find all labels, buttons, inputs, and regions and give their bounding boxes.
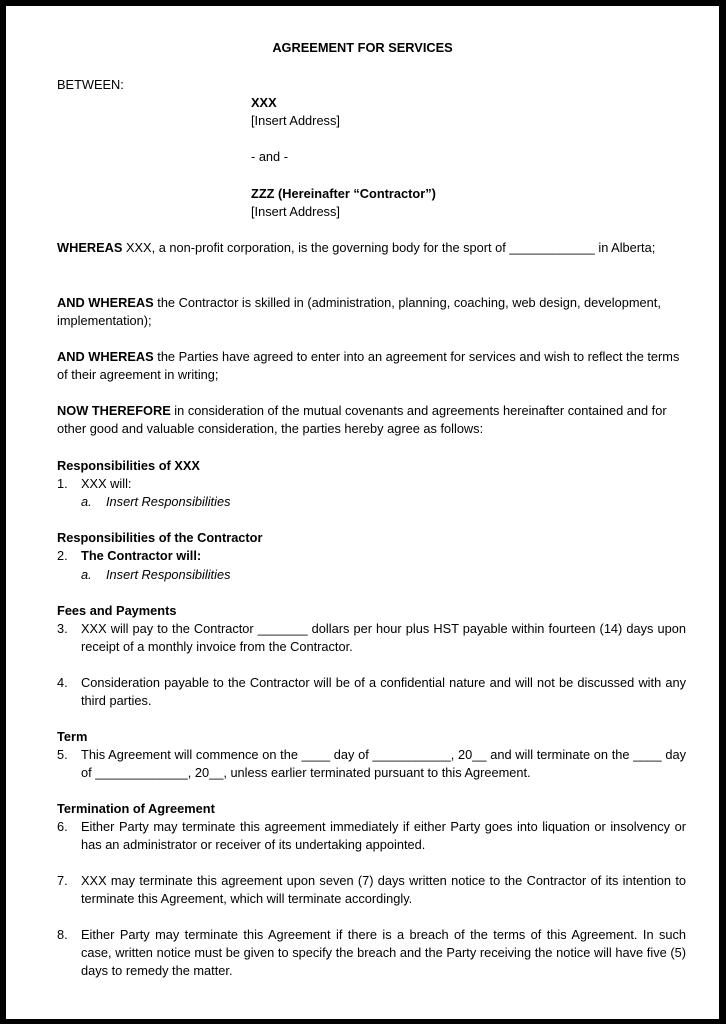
item-text: XXX may terminate this agreement upon seven (7) days written notice to the Contractor of its intention to terminate this Agreement, which will terminate accordingly. [81,873,686,906]
section-heading: Fees and Payments [57,603,177,618]
section-heading: Termination of Agreement [57,801,215,816]
item-text: XXX will: [81,476,132,491]
between-label: BETWEEN: [57,77,124,92]
party2-name: ZZZ (Hereinafter “Contractor”) [251,186,436,201]
recital-text: in consideration of the mutual covenants and agreements hereinafter contained and for other good and valuable consideration, the parties hereby agree as follows: [57,403,667,436]
recital-1 [57,239,682,257]
item-text: Either Party may terminate this agreement immediately if either Party goes into liquation or insolvency or has an administrator or receiver of its undertaking appointed. [81,819,686,852]
section-heading: Responsibilities of the Contractor [57,530,263,545]
item-number: 1. [57,476,68,491]
item-number: 6. [57,819,68,834]
party2-address: [Insert Address] [251,204,340,219]
section-heading: Responsibilities of XXX [57,458,200,473]
item-text: This Agreement will commence on the ____ day of ___________, 20__ and will terminate on the ____ day of _____________, 20__, unless earlier terminated pursuant to this Agreement. [81,747,686,780]
recital-text: the Parties have agreed to enter into an agreement for services and wish to reflect the terms of their agreement in writing; [57,349,680,382]
sub-item-text: Insert Responsibilities [106,567,231,582]
item-number: 2. [57,548,68,563]
item-text: Consideration payable to the Contractor will be of a confidential nature and will not be discussed with any third parties. [81,675,686,708]
item-text: Either Party may terminate this Agreement if there is a breach of the terms of this Agreement. In such case, written notice must be given to specify the breach and the Party receiving the notice will have five (5) days to remedy the matter. [81,927,686,978]
party1-address: [Insert Address] [251,113,340,128]
item-number: 5. [57,747,68,762]
item-text: XXX will pay to the Contractor _______ dollars per hour plus HST payable within fourteen (14) days upon receipt of a monthly invoice from the Contractor. [81,621,686,654]
document-title: AGREEMENT FOR SERVICES [272,40,453,55]
recital-4 [57,402,682,438]
sub-item-letter: a. [81,567,92,582]
item-number: 3. [57,621,68,636]
item-number: 4. [57,675,68,690]
item-number: 8. [57,927,68,942]
section-heading: Term [57,729,88,744]
recital-text: XXX, a non-profit corporation, is the governing body for the sport of ____________ in Alberta; [122,240,656,255]
recital-lead: NOW THEREFORE [57,403,171,418]
recital-text: the Contractor is skilled in (administration, planning, coaching, web design, development, implementation); [57,295,661,328]
sub-item-letter: a. [81,494,92,509]
recital-3 [57,348,682,384]
recital-lead: AND WHEREAS [57,349,154,364]
item-number: 7. [57,873,68,888]
and-label: - and - [251,149,288,164]
party1-name: XXX [251,95,277,110]
recital-lead: WHEREAS [57,240,123,255]
sub-item-text: Insert Responsibilities [106,494,231,509]
recital-lead: AND WHEREAS [57,295,154,310]
document-page [6,6,719,1019]
recital-2 [57,294,682,330]
item-text: The Contractor will: [81,548,202,563]
